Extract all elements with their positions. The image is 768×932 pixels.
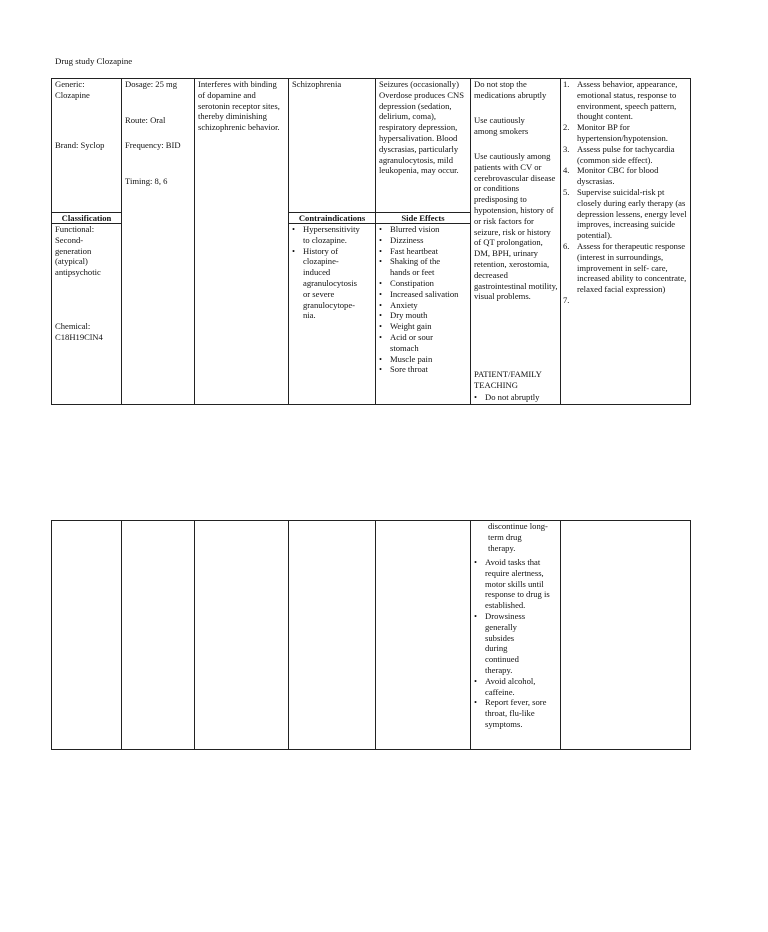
precaution-1: Do not stop the medications abruptly [474, 79, 547, 100]
col-mechanism [195, 79, 289, 404]
list-item: • Acid or sour stomach [376, 332, 442, 354]
col-indications [289, 79, 376, 404]
list-item: 5. Supervise suicidal-risk pt closely during early therapy (as depression lessens, energy level improves, increasing suicide potential). [563, 186, 687, 241]
side-effects-header: Side Effects [376, 212, 470, 224]
list-item: • Avoid tasks that require alertness, motor skills until response to drug is established. [471, 557, 551, 611]
list-item: • Drowsiness generally subsides during continued therapy. [471, 611, 537, 676]
list-item: 2. Monitor BP for hypertension/hypotension. [563, 122, 668, 143]
list-item: • Increased salivation [376, 289, 468, 300]
list-item: 3. Assess pulse for tachycardia (common side effect). [563, 143, 675, 165]
timing: Timing: 8, 6 [125, 176, 168, 186]
col-nursing-responsibilities [561, 79, 692, 404]
indication: Schizophrenia [292, 79, 342, 89]
classification-header: Classification [52, 212, 121, 224]
col-drug-names [52, 79, 122, 404]
contraindications-header: Contraindications [289, 212, 375, 224]
list-item: • Sore throat [376, 364, 468, 375]
col-adverse-effects [376, 79, 471, 404]
list-item: • Constipation [376, 278, 468, 289]
col-precautions [471, 79, 561, 404]
col-precautions [471, 521, 561, 749]
col-dosage [122, 79, 195, 404]
brand-name: Brand: Syclop [55, 140, 105, 150]
col-mechanism [195, 521, 289, 749]
route: Route: Oral [125, 115, 166, 125]
list-item: • Muscle pain [376, 354, 468, 365]
drug-study-table-continued [51, 520, 691, 750]
list-item: • Blurred vision [376, 224, 468, 235]
side-effects-list [376, 224, 468, 375]
precaution-3: Use cautiously among patients with CV or cerebrovascular disease or conditions predisposing to hypotension, history of or risk factors for seizure, risk or history of QT prolongation, DM, BPH, urinary retention, xerostomia, decreased gastrointestinal motility, visual problems. [474, 151, 558, 302]
list-item: • Hypersensitivity to clozapine. [289, 224, 355, 246]
nursing-list: 1. Assess behavior, appearance, emotional status, response to environment, speech pattern, thought content. 2. Monitor BP for hypertension/hypotension. 3. Assess pulse for tachycardia (common side effect). 4. Monitor CBC for blood dyscrasias. 5. Supervise suicidal-risk pt closely during early therapy (as depression lessens, energy level improves, increasing suicide potential). 6. Assess for therapeutic response (interest in surroundings, improvement in self- care, increased ability to concentrate, relaxed facial expression) 7. [561, 79, 690, 295]
col-nursing-responsibilities [561, 521, 692, 749]
generic-name: Generic: Clozapine [55, 79, 90, 100]
list-item: • Do not abruptly [471, 392, 558, 403]
frequency: Frequency: BID [125, 140, 181, 150]
functional-class: Functional: Second-generation (atypical) antipsychotic [55, 224, 101, 278]
list-item: 6. Assess for therapeutic response (interest in surroundings, improvement in self- care, increased ability to concentrate, relaxed facial expression) [563, 240, 687, 295]
col-drug-names [52, 521, 122, 749]
list-item: • Fast heartbeat [376, 246, 468, 257]
precaution-2: Use cautiously among smokers [474, 115, 529, 136]
teaching-first-item [471, 392, 558, 403]
list-item: 4. Monitor CBC for blood dyscrasias. [563, 165, 659, 187]
teaching-list [471, 557, 551, 730]
document-title: Drug study Clozapine [55, 56, 133, 66]
col-adverse-effects [376, 521, 471, 749]
list-item: 1. Assess behavior, appearance, emotional status, response to environment, speech pattern, thought content. [563, 79, 678, 122]
chemical-class: Chemical: C18H19ClN4 [55, 321, 103, 342]
list-item: • History of clozapine-induced agranulocytosis or severe granulocytope-nia. [289, 246, 355, 322]
dosage: Dosage: 25 mg [125, 79, 178, 89]
drug-study-table [51, 78, 691, 405]
list-item: • Avoid alcohol, caffeine. [471, 676, 545, 698]
col-dosage [122, 521, 195, 749]
list-item: • Dry mouth [376, 310, 468, 321]
mechanism-of-action: Interferes with binding of dopamine and serotonin receptor sites, thereby diminishing schizophrenic behavior. [198, 79, 280, 133]
list-item: • Weight gain [376, 321, 468, 332]
list-item: • Dizziness [376, 235, 468, 246]
contraindications-list [289, 224, 373, 321]
list-item: • Report fever, sore throat, flu-like symptoms. [471, 697, 551, 729]
teaching-continued: discontinue long-term drug therapy. [488, 521, 548, 553]
list-item: • Shaking of the hands or feet [376, 256, 450, 278]
col-indications [289, 521, 376, 749]
teaching-header: PATIENT/FAMILY TEACHING [474, 369, 542, 390]
list-item: • Anxiety [376, 300, 468, 311]
adverse-reactions: Seizures (occasionally) Overdose produces CNS depression (sedation, delirium, coma), respiratory depression, hypersalivation. Blood dyscrasias, particularly agranulocytosis, mild leukopenia, may occur. [379, 79, 464, 176]
